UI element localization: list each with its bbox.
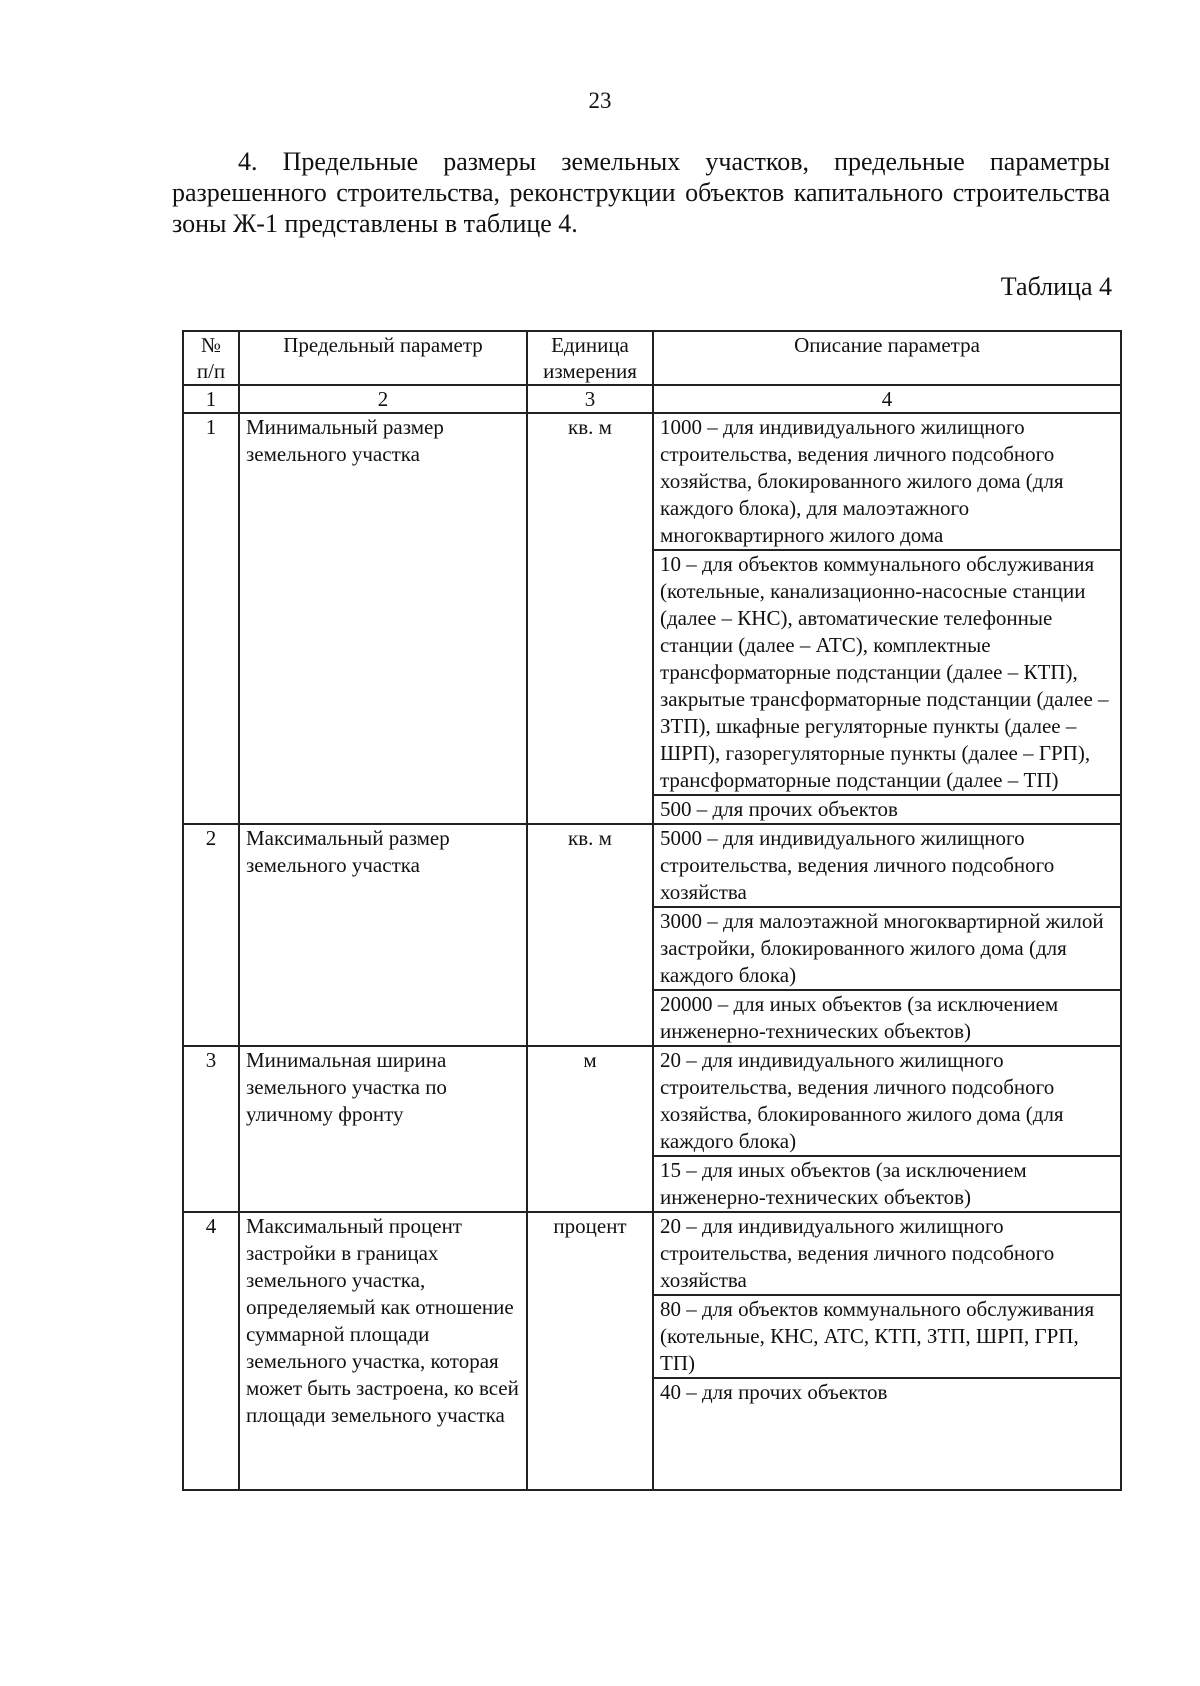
row-unit: м bbox=[527, 1046, 653, 1212]
column-number: 4 bbox=[653, 385, 1121, 413]
page-number: 23 bbox=[588, 88, 612, 113]
table-row bbox=[183, 1212, 1121, 1295]
row-parameter: Минимальная ширина земельного участка по уличному фронту bbox=[239, 1046, 527, 1212]
row-unit: кв. м bbox=[527, 824, 653, 1046]
row-description: 1000 – для индивидуального жилищного строительства, ведения личного подсобного хозяйства, блокированного жилого дома (для каждого блока), для малоэтажного многоквартирного жилого дома bbox=[653, 413, 1121, 550]
table-row bbox=[183, 824, 1121, 907]
row-description: 20 – для индивидуального жилищного строительства, ведения личного подсобного хозяйства bbox=[653, 1212, 1121, 1295]
header-desc: Описание параметра bbox=[653, 331, 1121, 385]
table-row bbox=[183, 1046, 1121, 1156]
row-number: 4 bbox=[183, 1212, 239, 1490]
column-number-row bbox=[183, 385, 1121, 413]
row-unit: кв. м bbox=[527, 413, 653, 824]
column-number: 2 bbox=[239, 385, 527, 413]
row-description: 20 – для индивидуального жилищного строительства, ведения личного подсобного хозяйства, блокированного жилого дома (для каждого блока) bbox=[653, 1046, 1121, 1156]
table-header-row bbox=[183, 331, 1121, 385]
intro-paragraph: 4. Предельные размеры земельных участков, предельные параметры разрешенного строительства, реконструкции объектов капитального строительства зоны Ж-1 представлены в таблице 4. bbox=[172, 147, 1110, 238]
column-number: 1 bbox=[183, 385, 239, 413]
row-number: 2 bbox=[183, 824, 239, 1046]
row-description: 500 – для прочих объектов bbox=[653, 795, 1121, 824]
table-caption: Таблица 4 bbox=[1000, 272, 1112, 301]
row-description: 10 – для объектов коммунального обслуживания (котельные, канализационно-насосные станции (далее – КНС), автоматические телефонные станции (далее – АТС), комплектные трансформаторные подстанции (далее – КТП), закрытые трансформаторные подстанции (далее – ЗТП), шкафные регуляторные пункты (далее – ШРП), газорегуляторные пункты (далее – ГРП), трансформаторные подстанции (далее – ТП) bbox=[653, 550, 1121, 795]
row-description: 80 – для объектов коммунального обслуживания (котельные, КНС, АТС, КТП, ЗТП, ШРП, ГРП, ТП) bbox=[653, 1295, 1121, 1378]
header-param: Предельный параметр bbox=[239, 331, 527, 385]
row-description: 20000 – для иных объектов (за исключением инженерно-технических объектов) bbox=[653, 990, 1121, 1046]
row-parameter: Максимальный процент застройки в границах земельного участка, определяемый как отношение суммарной площади земельного участка, которая может быть застроена, ко всей площади земельного участка bbox=[239, 1212, 527, 1490]
row-number: 1 bbox=[183, 413, 239, 824]
row-description: 15 – для иных объектов (за исключением инженерно-технических объектов) bbox=[653, 1156, 1121, 1212]
row-unit: процент bbox=[527, 1212, 653, 1490]
row-number: 3 bbox=[183, 1046, 239, 1212]
row-description: 40 – для прочих объектов bbox=[653, 1378, 1121, 1490]
header-num: № п/п bbox=[183, 331, 239, 385]
parameters-table bbox=[182, 330, 1122, 1491]
table-row bbox=[183, 413, 1121, 550]
column-number: 3 bbox=[527, 385, 653, 413]
row-description: 3000 – для малоэтажной многоквартирной жилой застройки, блокированного жилого дома (для каждого блока) bbox=[653, 907, 1121, 990]
header-unit: Единица измерения bbox=[527, 331, 653, 385]
row-parameter: Максимальный размер земельного участка bbox=[239, 824, 527, 1046]
row-description: 5000 – для индивидуального жилищного строительства, ведения личного подсобного хозяйства bbox=[653, 824, 1121, 907]
row-parameter: Минимальный размер земельного участка bbox=[239, 413, 527, 824]
